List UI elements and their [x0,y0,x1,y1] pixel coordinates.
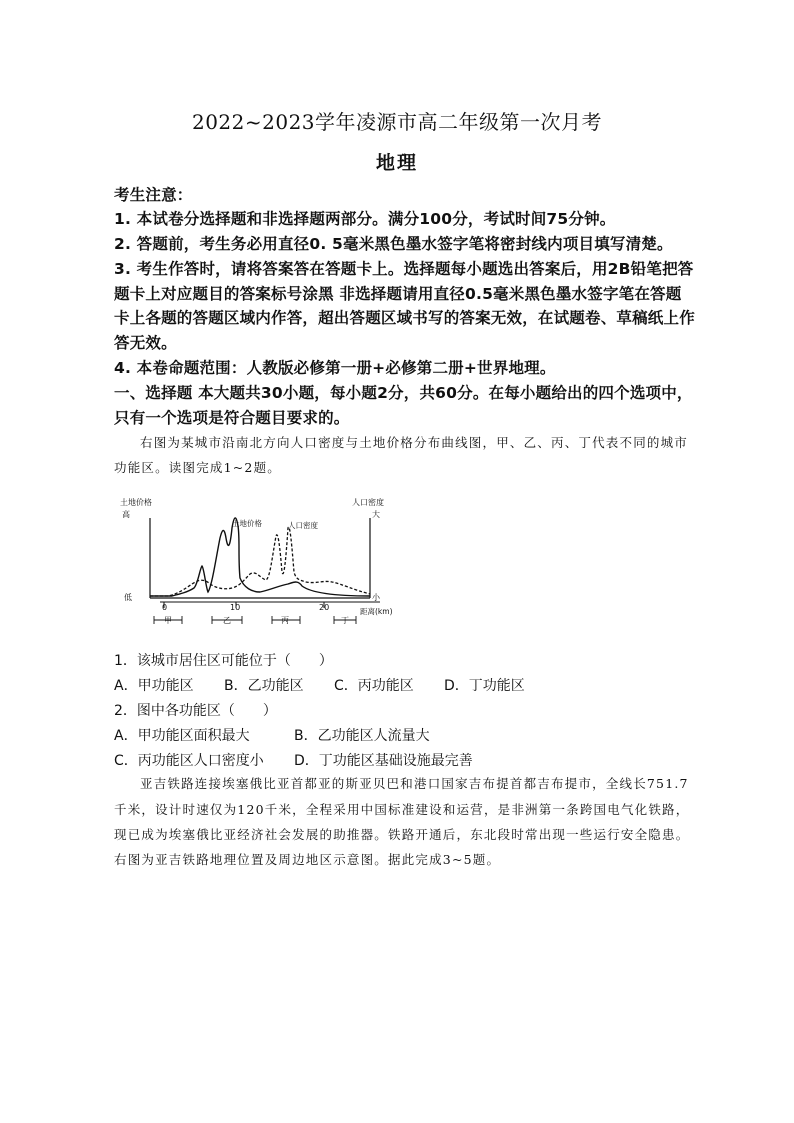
question-1-option-a[interactable]: A．甲功能区 [114,678,194,694]
question-2-option-a[interactable]: A．甲功能区面积最大 [114,728,250,744]
tick-label: 20 [319,603,330,612]
right-axis-title: 人口密度 [352,498,384,507]
question-1-stem: 1．该城市居住区可能位于（ ） [114,653,333,669]
section-heading: 一、选择题 本大题共30小题，每小题2分，共60分。在每小题给出的四个选项中， [114,384,693,402]
left-axis-title: 土地价格 [120,498,152,507]
notice-line: 1. 本试卷分选择题和非选择题两部分。满分100分，考试时间75分钟。 [114,210,616,228]
question-2-option-c[interactable]: C．丙功能区人口密度小 [114,753,264,769]
section-heading: 只有一个选项是符合题目要求的。 [114,409,350,427]
question-1-option-c[interactable]: C．丙功能区 [334,678,414,694]
passage-line: 右图为亚吉铁路地理位置及周边地区示意图。据此完成3~5题。 [114,852,501,867]
zone-label-yi: 乙 [223,616,231,625]
left-axis-low: 低 [124,593,132,602]
passage-line: 右图为某城市沿南北方向人口密度与土地价格分布曲线图，甲、乙、丙、丁代表不同的城市 [140,435,689,450]
notice-line: 卡上各题的答题区域内作答，超出答题区域书写的答案无效，在试题卷、草稿纸上作 [114,309,695,327]
land-price-label: 土地价格 [232,519,262,528]
distance-label: 距离(km) [360,607,393,616]
passage-line: 亚吉铁路连接埃塞俄比亚首都亚的斯亚贝巴和港口国家吉布提首都吉布提市，全线长751.7 [140,776,689,791]
zone-label-jia: 甲 [164,616,172,625]
passage-line: 千米，设计时速仅为120千米，全程采用中国标准建设和运营，是非洲第一条跨国电气化铁路， [114,802,690,817]
left-axis-high: 高 [122,510,130,519]
question-2-stem: 2．图中各功能区（ ） [114,703,277,719]
notice-line: 2. 答题前，考生务必用直径0. 5毫米黑色墨水签字笔将密封线内项目填写清楚。 [114,235,673,253]
question-2-option-d[interactable]: D．丁功能区基础设施最完善 [294,753,473,769]
notice-line: 题卡上对应题目的答案标号涂黑 非选择题请用直径0.5毫米黑色墨水签字笔在答题 [114,285,682,303]
notice-line: 4. 本卷命题范围：人教版必修第一册+必修第二册+世界地理。 [114,359,556,377]
subject-title: 地理 [375,152,418,174]
notice-heading: 考生注意： [114,186,193,204]
land-price-curve [150,518,370,596]
notice-line: 答无效。 [114,334,177,352]
passage-line: 现已成为埃塞俄比亚经济社会发展的助推器。铁路开通后，东北段时常出现一些运行安全隐患。 [114,827,690,842]
figure-svg [120,488,410,634]
population-density-label: 人口密度 [288,521,318,530]
passage-line: 功能区。读图完成1~2题。 [114,460,281,475]
zone-label-ding: 丁 [341,616,349,625]
question-1-option-d[interactable]: D．丁功能区 [444,678,525,694]
zone-label-bing: 丙 [281,616,289,625]
tick-label: 0 [162,603,168,612]
density-price-figure [120,488,410,634]
exam-title: 2022~2023学年凌源市高二年级第一次月考 [191,110,603,134]
right-axis-low: 小 [372,593,380,602]
question-1-option-b[interactable]: B．乙功能区 [224,678,304,694]
tick-label: 10 [230,603,241,612]
notice-line: 3. 考生作答时，请将答案答在答题卡上。选择题每小题选出答案后，用2B铅笔把答 [114,260,694,278]
question-2-option-b[interactable]: B．乙功能区人流量大 [294,728,430,744]
population-density-curve [150,527,370,596]
right-axis-high: 大 [372,510,380,519]
